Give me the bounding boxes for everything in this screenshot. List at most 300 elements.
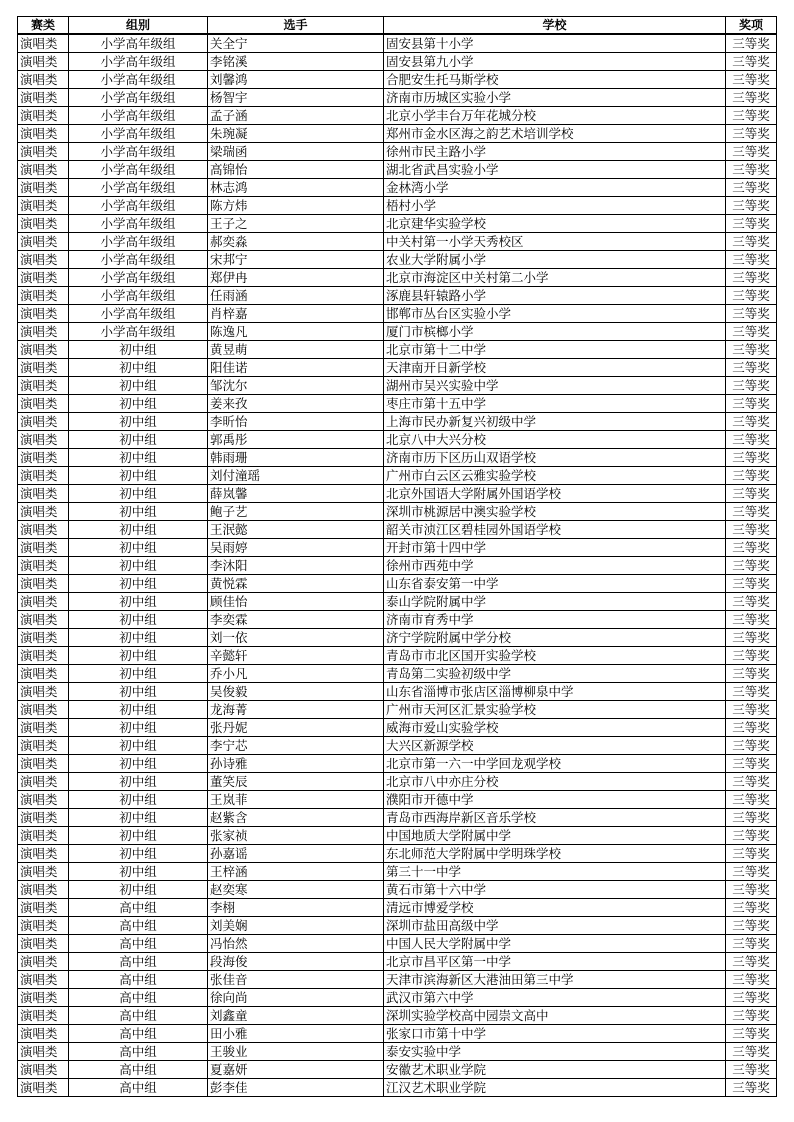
table-row bbox=[18, 629, 777, 647]
cell-school: 第三十一中学 bbox=[384, 863, 726, 881]
table-row bbox=[18, 485, 777, 503]
cell-group: 小学高年级组 bbox=[69, 179, 208, 197]
cell-group: 初中组 bbox=[69, 395, 208, 413]
table-row bbox=[18, 161, 777, 179]
header-category: 赛类 bbox=[18, 17, 69, 35]
cell-award: 三等奖 bbox=[726, 521, 777, 539]
table-row bbox=[18, 773, 777, 791]
cell-group: 初中组 bbox=[69, 557, 208, 575]
cell-school: 青岛第二实验初级中学 bbox=[384, 665, 726, 683]
cell-school: 郑州市金水区海之韵艺术培训学校 bbox=[384, 125, 726, 143]
cell-school: 东北师范大学附属中学明珠学校 bbox=[384, 845, 726, 863]
cell-school: 中国人民大学附属中学 bbox=[384, 935, 726, 953]
cell-name: 李宁芯 bbox=[208, 737, 384, 755]
cell-school: 中关村第一小学天秀校区 bbox=[384, 233, 726, 251]
cell-name: 吴俊毅 bbox=[208, 683, 384, 701]
table-row bbox=[18, 791, 777, 809]
table-row bbox=[18, 611, 777, 629]
cell-category: 演唱类 bbox=[18, 143, 69, 161]
cell-category: 演唱类 bbox=[18, 827, 69, 845]
cell-school: 山东省淄博市张店区淄博柳泉中学 bbox=[384, 683, 726, 701]
cell-school: 泰山学院附属中学 bbox=[384, 593, 726, 611]
table-row bbox=[18, 1025, 777, 1043]
cell-award: 三等奖 bbox=[726, 431, 777, 449]
cell-group: 初中组 bbox=[69, 539, 208, 557]
cell-name: 董笑辰 bbox=[208, 773, 384, 791]
table-row bbox=[18, 575, 777, 593]
cell-award: 三等奖 bbox=[726, 161, 777, 179]
cell-award: 三等奖 bbox=[726, 935, 777, 953]
cell-name: 张丹妮 bbox=[208, 719, 384, 737]
table-row bbox=[18, 1007, 777, 1025]
cell-group: 初中组 bbox=[69, 485, 208, 503]
cell-school: 徐州市民主路小学 bbox=[384, 143, 726, 161]
cell-category: 演唱类 bbox=[18, 755, 69, 773]
cell-school: 湖州市吴兴实验中学 bbox=[384, 377, 726, 395]
cell-school: 大兴区新源学校 bbox=[384, 737, 726, 755]
cell-group: 初中组 bbox=[69, 503, 208, 521]
cell-school: 北京市第十二中学 bbox=[384, 341, 726, 359]
cell-name: 郝奕淼 bbox=[208, 233, 384, 251]
cell-school: 固安县第九小学 bbox=[384, 53, 726, 71]
table-header bbox=[18, 17, 777, 35]
cell-award: 三等奖 bbox=[726, 71, 777, 89]
cell-group: 初中组 bbox=[69, 647, 208, 665]
header-award: 奖项 bbox=[726, 17, 777, 35]
cell-category: 演唱类 bbox=[18, 431, 69, 449]
table-row bbox=[18, 431, 777, 449]
table-row bbox=[18, 233, 777, 251]
cell-category: 演唱类 bbox=[18, 845, 69, 863]
cell-school: 广州市天河区汇景实验学校 bbox=[384, 701, 726, 719]
cell-group: 高中组 bbox=[69, 899, 208, 917]
cell-award: 三等奖 bbox=[726, 737, 777, 755]
cell-group: 高中组 bbox=[69, 1025, 208, 1043]
table-row bbox=[18, 701, 777, 719]
table-row bbox=[18, 755, 777, 773]
table-row bbox=[18, 179, 777, 197]
cell-group: 初中组 bbox=[69, 359, 208, 377]
cell-category: 演唱类 bbox=[18, 395, 69, 413]
cell-award: 三等奖 bbox=[726, 755, 777, 773]
cell-category: 演唱类 bbox=[18, 287, 69, 305]
table-row bbox=[18, 34, 777, 53]
cell-category: 演唱类 bbox=[18, 809, 69, 827]
cell-group: 初中组 bbox=[69, 449, 208, 467]
cell-name: 李铭溪 bbox=[208, 53, 384, 71]
table-row bbox=[18, 341, 777, 359]
cell-name: 李昕怡 bbox=[208, 413, 384, 431]
table-row bbox=[18, 1061, 777, 1079]
cell-award: 三等奖 bbox=[726, 233, 777, 251]
table-row bbox=[18, 107, 777, 125]
table-row bbox=[18, 647, 777, 665]
table-row bbox=[18, 719, 777, 737]
table-row bbox=[18, 593, 777, 611]
cell-school: 山东省泰安第一中学 bbox=[384, 575, 726, 593]
cell-category: 演唱类 bbox=[18, 593, 69, 611]
cell-name: 彭李佳 bbox=[208, 1079, 384, 1097]
cell-group: 初中组 bbox=[69, 737, 208, 755]
cell-name: 任雨涵 bbox=[208, 287, 384, 305]
table-row bbox=[18, 881, 777, 899]
cell-school: 梧村小学 bbox=[384, 197, 726, 215]
cell-category: 演唱类 bbox=[18, 863, 69, 881]
cell-award: 三等奖 bbox=[726, 899, 777, 917]
cell-name: 夏嘉妍 bbox=[208, 1061, 384, 1079]
cell-name: 顾佳怡 bbox=[208, 593, 384, 611]
cell-award: 三等奖 bbox=[726, 305, 777, 323]
cell-name: 辛懿轩 bbox=[208, 647, 384, 665]
cell-group: 小学高年级组 bbox=[69, 287, 208, 305]
cell-category: 演唱类 bbox=[18, 215, 69, 233]
cell-school: 深圳市盐田高级中学 bbox=[384, 917, 726, 935]
cell-school: 枣庄市第十五中学 bbox=[384, 395, 726, 413]
cell-category: 演唱类 bbox=[18, 701, 69, 719]
cell-award: 三等奖 bbox=[726, 53, 777, 71]
cell-name: 姜来孜 bbox=[208, 395, 384, 413]
cell-category: 演唱类 bbox=[18, 953, 69, 971]
cell-name: 黄昱萌 bbox=[208, 341, 384, 359]
cell-group: 小学高年级组 bbox=[69, 251, 208, 269]
cell-school: 江汉艺术职业学院 bbox=[384, 1079, 726, 1097]
cell-name: 杨智宇 bbox=[208, 89, 384, 107]
cell-group: 小学高年级组 bbox=[69, 305, 208, 323]
cell-group: 初中组 bbox=[69, 827, 208, 845]
cell-group: 小学高年级组 bbox=[69, 71, 208, 89]
cell-name: 王子之 bbox=[208, 215, 384, 233]
cell-group: 初中组 bbox=[69, 341, 208, 359]
cell-name: 张家祯 bbox=[208, 827, 384, 845]
cell-group: 小学高年级组 bbox=[69, 89, 208, 107]
table-row bbox=[18, 323, 777, 341]
cell-school: 安徽艺术职业学院 bbox=[384, 1061, 726, 1079]
cell-name: 龙海菁 bbox=[208, 701, 384, 719]
table-row bbox=[18, 989, 777, 1007]
cell-category: 演唱类 bbox=[18, 773, 69, 791]
cell-school: 固安县第十小学 bbox=[384, 34, 726, 53]
table-row bbox=[18, 413, 777, 431]
cell-name: 徐向尚 bbox=[208, 989, 384, 1007]
cell-school: 深圳市桃源居中澳实验学校 bbox=[384, 503, 726, 521]
cell-group: 高中组 bbox=[69, 989, 208, 1007]
table-row bbox=[18, 395, 777, 413]
cell-school: 深圳实验学校高中园崇文高中 bbox=[384, 1007, 726, 1025]
cell-name: 关全宁 bbox=[208, 34, 384, 53]
cell-group: 高中组 bbox=[69, 1079, 208, 1097]
cell-award: 三等奖 bbox=[726, 1061, 777, 1079]
cell-name: 李沐阳 bbox=[208, 557, 384, 575]
cell-group: 初中组 bbox=[69, 881, 208, 899]
table-row bbox=[18, 557, 777, 575]
cell-name: 赵奕寒 bbox=[208, 881, 384, 899]
cell-category: 演唱类 bbox=[18, 989, 69, 1007]
cell-category: 演唱类 bbox=[18, 89, 69, 107]
cell-name: 梁瑞函 bbox=[208, 143, 384, 161]
cell-school: 天津市滨海新区大港油田第三中学 bbox=[384, 971, 726, 989]
cell-award: 三等奖 bbox=[726, 629, 777, 647]
cell-award: 三等奖 bbox=[726, 125, 777, 143]
cell-category: 演唱类 bbox=[18, 125, 69, 143]
cell-award: 三等奖 bbox=[726, 179, 777, 197]
cell-award: 三等奖 bbox=[726, 827, 777, 845]
cell-school: 北京外国语大学附属外国语学校 bbox=[384, 485, 726, 503]
cell-school: 湖北省武昌实验小学 bbox=[384, 161, 726, 179]
cell-category: 演唱类 bbox=[18, 269, 69, 287]
cell-award: 三等奖 bbox=[726, 791, 777, 809]
cell-category: 演唱类 bbox=[18, 161, 69, 179]
cell-school: 北京小学丰台万年花城分校 bbox=[384, 107, 726, 125]
table-row bbox=[18, 215, 777, 233]
cell-school: 徐州市西苑中学 bbox=[384, 557, 726, 575]
cell-award: 三等奖 bbox=[726, 665, 777, 683]
cell-group: 小学高年级组 bbox=[69, 269, 208, 287]
cell-award: 三等奖 bbox=[726, 143, 777, 161]
cell-award: 三等奖 bbox=[726, 1007, 777, 1025]
cell-category: 演唱类 bbox=[18, 665, 69, 683]
cell-category: 演唱类 bbox=[18, 611, 69, 629]
table-row bbox=[18, 359, 777, 377]
cell-category: 演唱类 bbox=[18, 557, 69, 575]
cell-name: 张佳音 bbox=[208, 971, 384, 989]
cell-category: 演唱类 bbox=[18, 899, 69, 917]
cell-category: 演唱类 bbox=[18, 1007, 69, 1025]
cell-school: 涿鹿县轩辕路小学 bbox=[384, 287, 726, 305]
cell-group: 初中组 bbox=[69, 377, 208, 395]
cell-name: 孙嘉谣 bbox=[208, 845, 384, 863]
cell-award: 三等奖 bbox=[726, 251, 777, 269]
cell-school: 广州市白云区云雅实验学校 bbox=[384, 467, 726, 485]
table-body bbox=[18, 34, 777, 1097]
cell-category: 演唱类 bbox=[18, 719, 69, 737]
cell-group: 初中组 bbox=[69, 629, 208, 647]
cell-name: 肖梓嘉 bbox=[208, 305, 384, 323]
cell-group: 初中组 bbox=[69, 683, 208, 701]
table-row bbox=[18, 917, 777, 935]
cell-award: 三等奖 bbox=[726, 1025, 777, 1043]
cell-name: 王岚菲 bbox=[208, 791, 384, 809]
header-school: 学校 bbox=[384, 17, 726, 35]
table-row bbox=[18, 467, 777, 485]
cell-award: 三等奖 bbox=[726, 719, 777, 737]
cell-name: 郭禹彤 bbox=[208, 431, 384, 449]
cell-name: 鲍子艺 bbox=[208, 503, 384, 521]
awards-table bbox=[17, 16, 777, 1097]
cell-name: 孟子涵 bbox=[208, 107, 384, 125]
cell-award: 三等奖 bbox=[726, 1079, 777, 1097]
cell-school: 泰安实验中学 bbox=[384, 1043, 726, 1061]
cell-group: 小学高年级组 bbox=[69, 143, 208, 161]
cell-award: 三等奖 bbox=[726, 449, 777, 467]
cell-award: 三等奖 bbox=[726, 269, 777, 287]
cell-category: 演唱类 bbox=[18, 71, 69, 89]
cell-name: 田小雅 bbox=[208, 1025, 384, 1043]
cell-group: 初中组 bbox=[69, 665, 208, 683]
cell-award: 三等奖 bbox=[726, 593, 777, 611]
cell-name: 王梓涵 bbox=[208, 863, 384, 881]
table-row bbox=[18, 737, 777, 755]
cell-name: 王泯懿 bbox=[208, 521, 384, 539]
cell-award: 三等奖 bbox=[726, 845, 777, 863]
cell-school: 张家口市第十中学 bbox=[384, 1025, 726, 1043]
cell-category: 演唱类 bbox=[18, 53, 69, 71]
cell-group: 小学高年级组 bbox=[69, 215, 208, 233]
cell-group: 初中组 bbox=[69, 791, 208, 809]
cell-name: 刘美娴 bbox=[208, 917, 384, 935]
table-row bbox=[18, 827, 777, 845]
table-row bbox=[18, 971, 777, 989]
table-row bbox=[18, 809, 777, 827]
cell-name: 陈方炜 bbox=[208, 197, 384, 215]
cell-award: 三等奖 bbox=[726, 701, 777, 719]
cell-name: 赵紫含 bbox=[208, 809, 384, 827]
cell-group: 小学高年级组 bbox=[69, 125, 208, 143]
cell-group: 初中组 bbox=[69, 719, 208, 737]
table-row bbox=[18, 251, 777, 269]
cell-school: 农业大学附属小学 bbox=[384, 251, 726, 269]
cell-category: 演唱类 bbox=[18, 1025, 69, 1043]
cell-school: 北京八中大兴分校 bbox=[384, 431, 726, 449]
cell-school: 金林湾小学 bbox=[384, 179, 726, 197]
cell-category: 演唱类 bbox=[18, 467, 69, 485]
cell-category: 演唱类 bbox=[18, 323, 69, 341]
cell-name: 王骏业 bbox=[208, 1043, 384, 1061]
cell-school: 济南市育秀中学 bbox=[384, 611, 726, 629]
cell-group: 初中组 bbox=[69, 575, 208, 593]
cell-category: 演唱类 bbox=[18, 1061, 69, 1079]
cell-name: 刘一依 bbox=[208, 629, 384, 647]
table-row bbox=[18, 287, 777, 305]
header-group: 组别 bbox=[69, 17, 208, 35]
table-row bbox=[18, 539, 777, 557]
cell-award: 三等奖 bbox=[726, 647, 777, 665]
cell-category: 演唱类 bbox=[18, 179, 69, 197]
cell-group: 高中组 bbox=[69, 1007, 208, 1025]
cell-award: 三等奖 bbox=[726, 539, 777, 557]
table-row bbox=[18, 143, 777, 161]
cell-name: 孙诗雅 bbox=[208, 755, 384, 773]
cell-category: 演唱类 bbox=[18, 341, 69, 359]
cell-group: 高中组 bbox=[69, 917, 208, 935]
cell-group: 高中组 bbox=[69, 971, 208, 989]
cell-school: 青岛市市北区国开实验学校 bbox=[384, 647, 726, 665]
cell-school: 北京市海淀区中关村第二小学 bbox=[384, 269, 726, 287]
header-row bbox=[18, 17, 777, 35]
cell-category: 演唱类 bbox=[18, 575, 69, 593]
cell-category: 演唱类 bbox=[18, 971, 69, 989]
cell-group: 初中组 bbox=[69, 701, 208, 719]
cell-name: 刘鑫童 bbox=[208, 1007, 384, 1025]
cell-category: 演唱类 bbox=[18, 197, 69, 215]
cell-category: 演唱类 bbox=[18, 521, 69, 539]
cell-school: 北京市第一六一中学回龙观学校 bbox=[384, 755, 726, 773]
cell-school: 韶关市浈江区碧桂园外国语学校 bbox=[384, 521, 726, 539]
table-row bbox=[18, 449, 777, 467]
cell-award: 三等奖 bbox=[726, 287, 777, 305]
table-row bbox=[18, 197, 777, 215]
cell-name: 朱琬凝 bbox=[208, 125, 384, 143]
cell-category: 演唱类 bbox=[18, 881, 69, 899]
cell-group: 初中组 bbox=[69, 845, 208, 863]
cell-group: 初中组 bbox=[69, 467, 208, 485]
cell-group: 初中组 bbox=[69, 413, 208, 431]
cell-name: 刘馨鸿 bbox=[208, 71, 384, 89]
cell-award: 三等奖 bbox=[726, 863, 777, 881]
cell-name: 郑伊冉 bbox=[208, 269, 384, 287]
cell-group: 初中组 bbox=[69, 863, 208, 881]
cell-category: 演唱类 bbox=[18, 449, 69, 467]
table-row bbox=[18, 503, 777, 521]
cell-school: 黄石市第十六中学 bbox=[384, 881, 726, 899]
cell-group: 初中组 bbox=[69, 611, 208, 629]
cell-group: 小学高年级组 bbox=[69, 197, 208, 215]
cell-school: 合肥安生托马斯学校 bbox=[384, 71, 726, 89]
cell-group: 高中组 bbox=[69, 1043, 208, 1061]
cell-award: 三等奖 bbox=[726, 1043, 777, 1061]
cell-group: 高中组 bbox=[69, 953, 208, 971]
cell-category: 演唱类 bbox=[18, 629, 69, 647]
cell-award: 三等奖 bbox=[726, 377, 777, 395]
cell-award: 三等奖 bbox=[726, 107, 777, 125]
cell-category: 演唱类 bbox=[18, 34, 69, 53]
table-row bbox=[18, 89, 777, 107]
table-row bbox=[18, 1043, 777, 1061]
cell-award: 三等奖 bbox=[726, 917, 777, 935]
cell-name: 薛岚馨 bbox=[208, 485, 384, 503]
cell-school: 天津南开日新学校 bbox=[384, 359, 726, 377]
table-row bbox=[18, 71, 777, 89]
cell-award: 三等奖 bbox=[726, 413, 777, 431]
cell-name: 李奕霖 bbox=[208, 611, 384, 629]
cell-name: 冯怡然 bbox=[208, 935, 384, 953]
cell-name: 段海俊 bbox=[208, 953, 384, 971]
table-row bbox=[18, 953, 777, 971]
cell-school: 济宁学院附属中学分校 bbox=[384, 629, 726, 647]
table-row bbox=[18, 125, 777, 143]
cell-school: 济南市历城区实验小学 bbox=[384, 89, 726, 107]
cell-school: 开封市第十四中学 bbox=[384, 539, 726, 557]
table-row bbox=[18, 521, 777, 539]
cell-category: 演唱类 bbox=[18, 503, 69, 521]
table-row bbox=[18, 899, 777, 917]
cell-award: 三等奖 bbox=[726, 971, 777, 989]
cell-group: 初中组 bbox=[69, 521, 208, 539]
cell-name: 邹沈尔 bbox=[208, 377, 384, 395]
cell-category: 演唱类 bbox=[18, 791, 69, 809]
cell-name: 陈逸凡 bbox=[208, 323, 384, 341]
cell-name: 阳佳诺 bbox=[208, 359, 384, 377]
cell-category: 演唱类 bbox=[18, 737, 69, 755]
cell-award: 三等奖 bbox=[726, 575, 777, 593]
table-row bbox=[18, 377, 777, 395]
cell-category: 演唱类 bbox=[18, 917, 69, 935]
cell-award: 三等奖 bbox=[726, 953, 777, 971]
cell-group: 初中组 bbox=[69, 755, 208, 773]
table-row bbox=[18, 863, 777, 881]
cell-school: 武汉市第六中学 bbox=[384, 989, 726, 1007]
cell-award: 三等奖 bbox=[726, 773, 777, 791]
table-row bbox=[18, 845, 777, 863]
cell-award: 三等奖 bbox=[726, 395, 777, 413]
cell-category: 演唱类 bbox=[18, 485, 69, 503]
cell-school: 中国地质大学附属中学 bbox=[384, 827, 726, 845]
cell-group: 小学高年级组 bbox=[69, 323, 208, 341]
table-row bbox=[18, 269, 777, 287]
table-row bbox=[18, 53, 777, 71]
cell-school: 清远市博爱学校 bbox=[384, 899, 726, 917]
cell-category: 演唱类 bbox=[18, 647, 69, 665]
cell-school: 威海市爱山实验学校 bbox=[384, 719, 726, 737]
